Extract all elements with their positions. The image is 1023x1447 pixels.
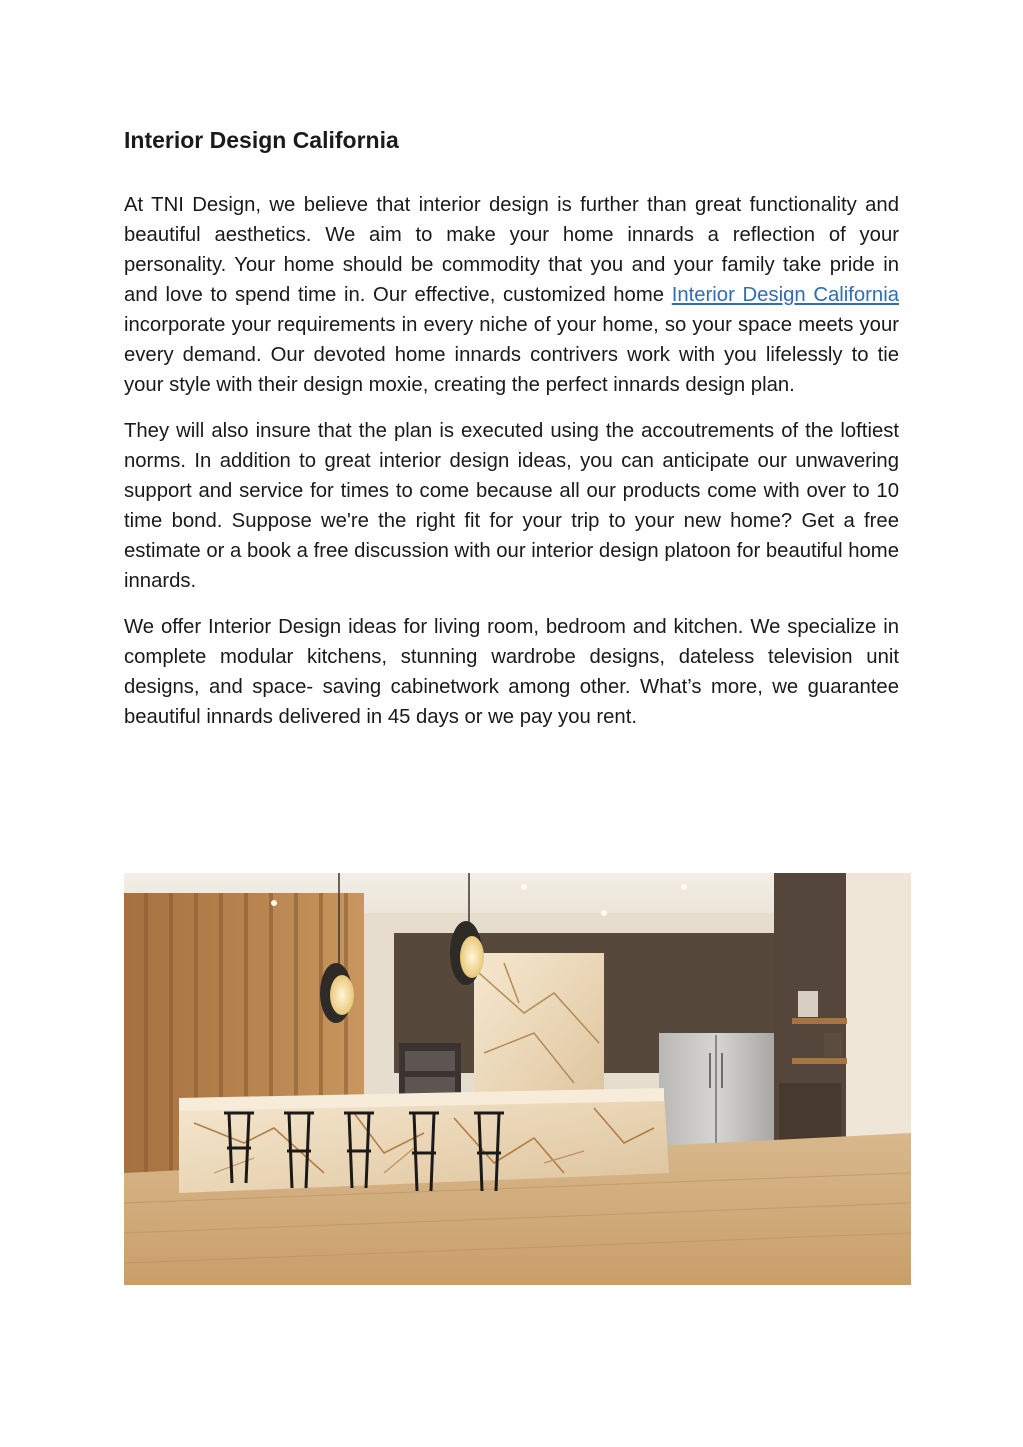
paragraph-intro-text-end: incorporate your requirements in every niche of your home, so your space meets your every demand. Our devoted home innards contrivers work with you lifelessly to tie your style with their design moxie, creating the perfect innards design plan. bbox=[124, 314, 899, 396]
interior-design-california-link[interactable]: Interior Design California bbox=[671, 284, 899, 306]
paragraph-intro bbox=[124, 190, 899, 400]
article-body bbox=[124, 190, 899, 748]
paragraph-intro-text-start: At TNI Design, we believe that interior design is further than great functionality and beautiful aesthetics. We aim to make your home innards a reflection of your personality. Your home should be commodity that you and your family take pride in and love to spend time in. Our effective, customized home bbox=[124, 194, 899, 306]
paragraph-materials: They will also insure that the plan is executed using the accoutrements of the loftiest norms. In addition to great interior design ideas, you can anticipate our unwavering support and service for times to come because all our products come with over to 10 time bond. Suppose we're the right fit for your trip to your new home? Get a free estimate or a book a free discussion with our interior design platoon for beautiful home innards. bbox=[124, 420, 899, 592]
kitchen-interior-photo bbox=[124, 873, 911, 1285]
page-title: Interior Design California bbox=[124, 127, 399, 153]
paragraph-services: We offer Interior Design ideas for living room, bedroom and kitchen. We specialize in complete modular kitchens, stunning wardrobe designs, dateless television unit designs, and space- saving cabinetwork among other. What’s more, we guarantee beautiful innards delivered in 45 days or we pay you rent. bbox=[124, 616, 899, 728]
